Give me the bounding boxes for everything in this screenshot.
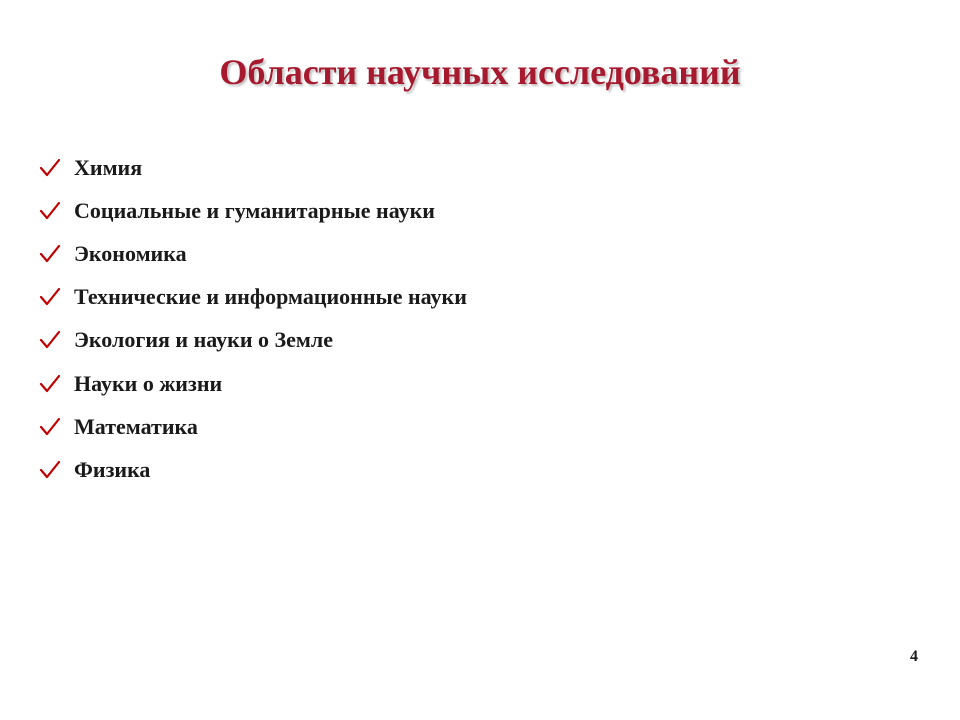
list-item-label: Экология и науки о Земле bbox=[74, 327, 333, 353]
check-icon bbox=[38, 372, 62, 396]
check-icon bbox=[38, 199, 62, 223]
list-item-label: Математика bbox=[74, 413, 198, 439]
list-item bbox=[38, 146, 467, 189]
list-item bbox=[38, 189, 467, 232]
list-item bbox=[38, 232, 467, 275]
check-icon bbox=[38, 458, 62, 482]
check-icon bbox=[38, 285, 62, 309]
check-icon bbox=[38, 328, 62, 352]
list-item-label: Социальные и гуманитарные науки bbox=[74, 197, 435, 223]
list-item bbox=[38, 405, 467, 448]
check-icon bbox=[38, 242, 62, 266]
list-item-label: Экономика bbox=[74, 240, 187, 266]
topic-list bbox=[38, 146, 467, 492]
list-item-label: Технические и информационные науки bbox=[74, 284, 467, 310]
list-item-label: Химия bbox=[74, 154, 143, 180]
list-item bbox=[38, 448, 467, 491]
list-item-label: Физика bbox=[74, 456, 151, 482]
list-item bbox=[38, 319, 467, 362]
list-item bbox=[38, 276, 467, 319]
check-icon bbox=[38, 415, 62, 439]
check-icon bbox=[38, 156, 62, 180]
list-item bbox=[38, 362, 467, 405]
list-item-label: Науки о жизни bbox=[74, 370, 223, 396]
page-number: 4 bbox=[910, 648, 918, 665]
slide-title: Области научных исследований bbox=[219, 52, 741, 92]
